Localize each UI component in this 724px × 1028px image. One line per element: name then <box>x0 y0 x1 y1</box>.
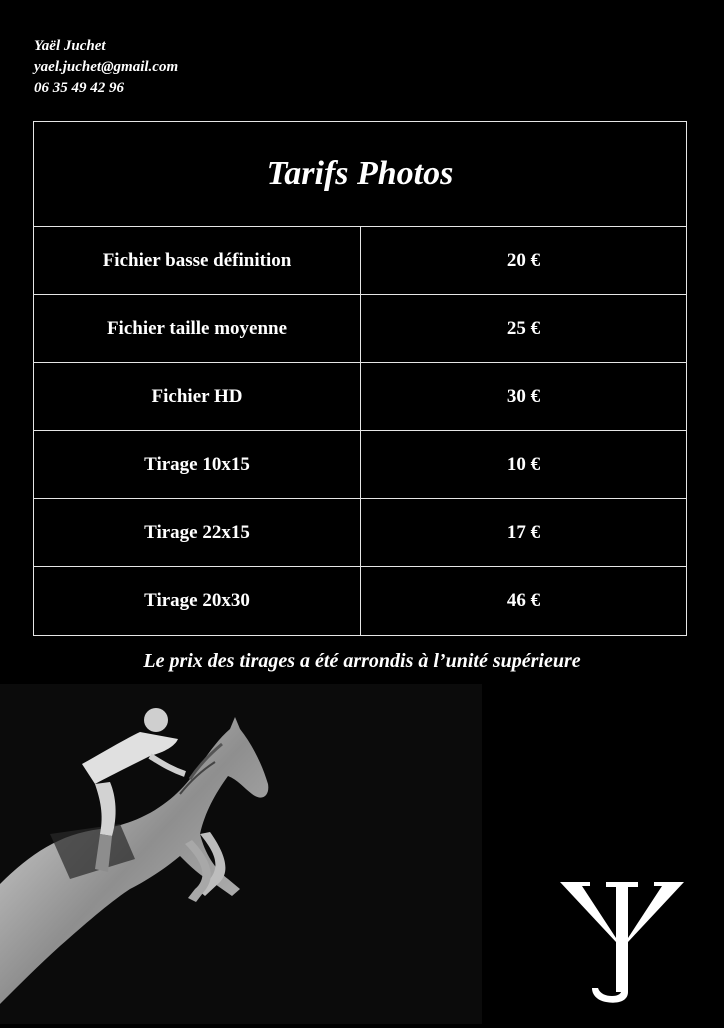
row-price: 10 € <box>506 453 541 475</box>
price-table-title: Tarifs Photos <box>266 155 454 192</box>
row-label: Tirage 20x30 <box>34 567 361 635</box>
table-row <box>34 567 686 635</box>
table-row <box>34 227 686 295</box>
row-label: Tirage 10x15 <box>34 431 361 498</box>
price-table <box>33 121 687 636</box>
horse-jumping-photo <box>0 684 482 1024</box>
price-table-header <box>34 122 686 227</box>
row-price: 30 € <box>506 385 541 407</box>
contact-name: Yaël Juchet <box>34 38 106 54</box>
horse-rider-illustration <box>0 684 482 1024</box>
yj-monogram-logo <box>556 876 688 1004</box>
table-row <box>34 295 686 363</box>
row-price: 25 € <box>506 317 541 339</box>
row-price: 20 € <box>506 249 541 271</box>
contact-email: yael.juchet@gmail.com <box>34 59 179 75</box>
contact-phone: 06 35 49 42 96 <box>34 80 124 96</box>
table-row <box>34 363 686 431</box>
row-label: Fichier taille moyenne <box>34 295 361 362</box>
row-price: 46 € <box>506 590 541 611</box>
table-row <box>34 431 686 499</box>
table-row <box>34 499 686 567</box>
rounding-note: Le prix des tirages a été arrondis à l’unité supérieure <box>143 650 581 672</box>
row-label: Tirage 22x15 <box>34 499 361 566</box>
row-price: 17 € <box>506 521 541 543</box>
contact-block <box>34 36 178 99</box>
row-label: Fichier HD <box>34 363 361 430</box>
row-label: Fichier basse définition <box>34 227 361 294</box>
